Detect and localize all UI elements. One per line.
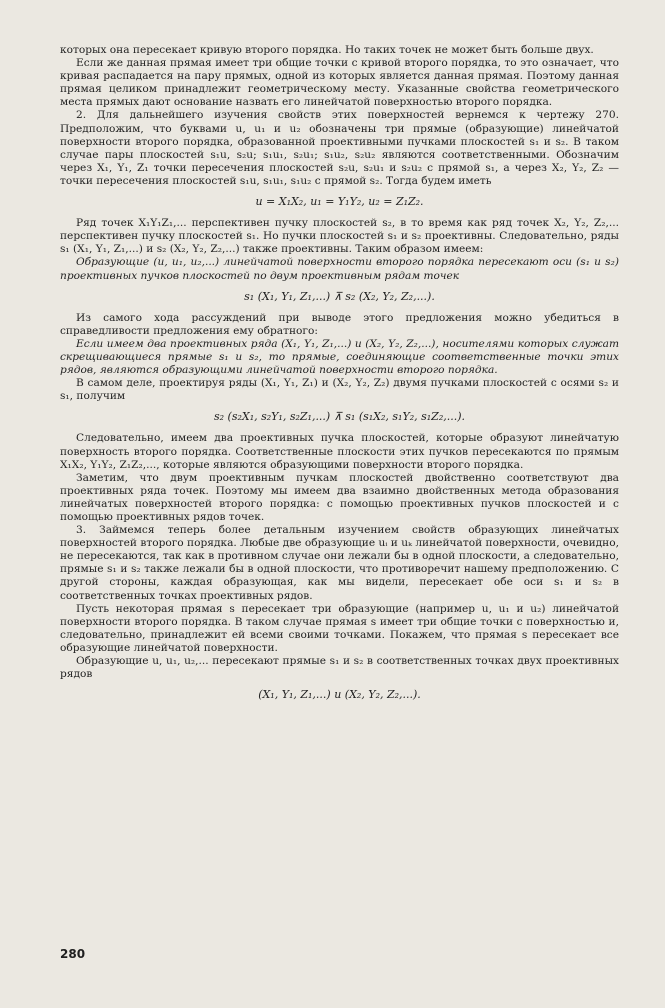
formula: s₁ (X₁, Y₁, Z₁,...) ⊼ s₂ (X₂, Y₂, Z₂,...). (244, 289, 435, 303)
paragraph: Образующие u, u₁, u₂,... пересекают прямые s₁ и s₂ в соответственных точках двух проективных рядов (60, 655, 619, 681)
paragraph: Ряд точек X₁Y₁Z₁,... перспективен пучку плоскостей s₂, в то время как ряд точек X₂, Y₂, Z₂,... перспективен пучку плоскостей s₁. Но пучки плоскостей s₁ и s₂ проективны. Следовательно, ряды s₁ (X₁, Y₁, Z₁,...) и s₂ (X₂, Y₂, Z₂,...) также проективны. Таким образом имеем: (60, 217, 619, 256)
paragraph-text: Если же данная прямая имеет три общие точки с кривой второго порядка, то это означает, что кривая распадается на пару прямых, одной из которых является данная прямая. Поэтому данная прямая целиком принадлежит геометрическому месту. Указанные свойства геометрического места прямых дают основание назвать его линейчатой поверхностью второго порядка. (60, 57, 619, 109)
theorem-statement: Если имеем два проективных ряда (X₁, Y₁, Z₁,...) и (X₂, Y₂, Z₂,...), носителями которых служат скрещивающиеся прямые s₁ и s₂, то прямые, соединяющие соответственные точки этих рядов, являются образующими линейчатой поверхности второго порядка. (60, 337, 619, 377)
paragraph: Следовательно, имеем два проективных пучка плоскостей, которые образуют линейчатую поверхность второго порядка. Соответственные плоскости этих пучков пересекаются по прямым X₁X₂, Y₁Y₂, Z₁Z₂,..., которые являются образующими поверхности второго порядка. (60, 432, 619, 471)
theorem-statement: Образующие (u, u₁, u₂,...) линейчатой поверхности второго порядка пересекают оси (s₁ и s₂) проективных пучков плоскостей по двум проективным рядам точек (60, 256, 619, 282)
paragraph: которых она пересекает кривую второго порядка. Но таких точек не может быть больше двух. (60, 44, 594, 56)
page-number: 280 (60, 947, 86, 961)
paragraph: Пусть некоторая прямая s пересекает три образующие (например u, u₁ и u₂) линейчатой поверхности второго порядка. В таком случае прямая s имеет три общие точки с поверхностью и, следовательно, принадлежит ей всеми своими точками. Покажем, что прямая s пересекает все образующие линейчатой поверхности. (60, 602, 619, 654)
formula: (X₁, Y₁, Z₁,...) и (X₂, Y₂, Z₂,...). (258, 688, 421, 702)
paragraph: 3. Займемся теперь более детальным изучением свойств образующих линейчатых поверхностей второго порядка. Любые две образующие uᵢ и uₖ линейчатой поверхности, очевидно, не пересекаются, так как в противном случае они лежали бы в одной плоскости, а следовательно, прямые s₁ и s₂ также лежали бы в одной плоскости, что противоречит нашему предположению. С другой стороны, каждая образующая, как мы видели, пересекает обе оси s₁ и s₂ в соответственных точках проективных рядов. (60, 524, 619, 602)
paragraph: В самом деле, проектируя ряды (X₁, Y₁, Z₁) и (X₂, Y₂, Z₂) двумя пучками плоскостей с осями s₂ и s₁, получим (60, 377, 619, 403)
paragraph: Из самого хода рассуждений при выводе этого предложения можно убедиться в справедливости предложения ему обратного: (60, 311, 619, 337)
page-text (60, 44, 619, 701)
paragraph (60, 57, 619, 109)
paragraph: Заметим, что двум проективным пучкам плоскостей двойственно соответствуют два проективных ряда точек. Поэтому мы имеем два взаимно двойственных метода образования линейчатых поверхностей второго порядка: с помощью проективных пучков плоскостей и с помощью проективных рядов точек. (60, 471, 619, 523)
formula: u = X₁X₂, u₁ = Y₁Y₂, u₂ = Z₁Z₂. (255, 195, 424, 209)
paragraph: 2. Для дальнейшего изучения свойств этих поверхностей вернемся к чертежу 270. Предположим, что буквами u, u₁ и u₂ обозначены три прямые (образующие) линейчатой поверхности второго порядка, образованной проективными пучками плоскостей s₁ и s₂. В таком случае пары плоскостей s₁u, s₂u; s₁u₁, s₂u₁; s₁u₂, s₂u₂ являются соответственными. Обозначим через X₁, Y₁, Z₁ точки пересечения плоскостей s₂u, s₂u₁ и s₂u₂ с прямой s₁, а через X₂, Y₂, Z₂ — точки пересечения плоскостей s₁u, s₁u₁, s₁u₂ с прямой s₂. Тогда будем иметь (60, 109, 619, 187)
formula: s₂ (s₂X₁, s₂Y₁, s₂Z₁,...) ⊼ s₁ (s₁X₂, s₁Y₂, s₁Z₂,...). (213, 410, 465, 424)
